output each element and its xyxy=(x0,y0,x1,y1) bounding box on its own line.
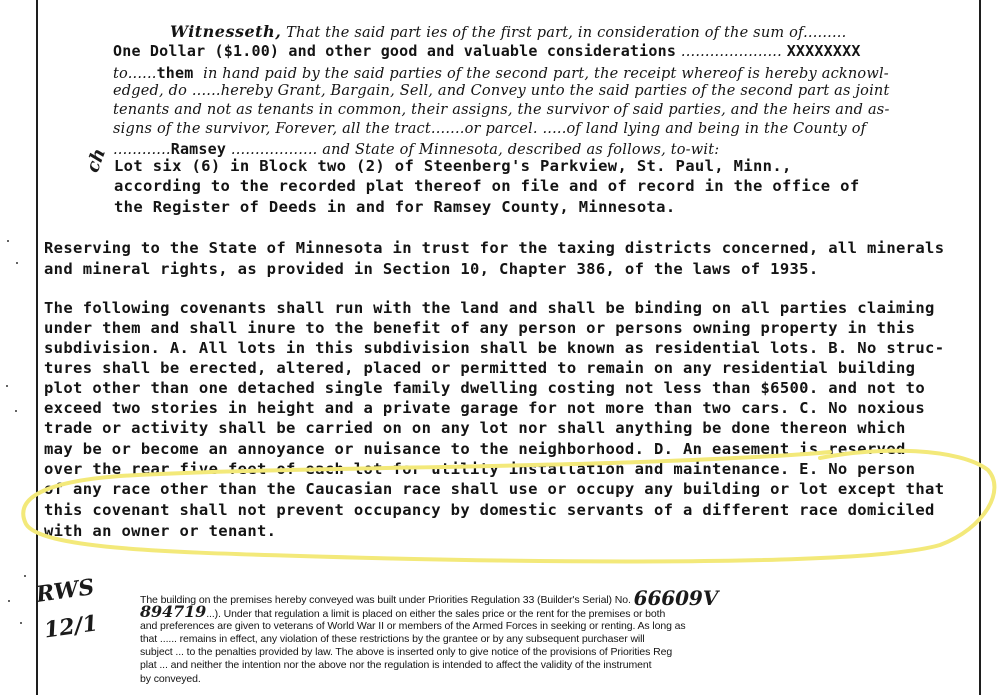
notice-line-7: by conveyed. xyxy=(140,673,201,685)
covenant-line-5: plot other than one detached single family dwelling costing not less than $6500. and not to xyxy=(44,379,926,397)
margin-handwritten-mark: ch xyxy=(82,145,111,176)
reservation-line-2: and mineral rights, as provided in Section 10, Chapter 386, of the laws of 1935. xyxy=(44,260,819,278)
legal-description-line-2: according to the recorded plat thereof on file and of record in the office of xyxy=(114,177,860,195)
handwritten-initials-bottom: 12/1 xyxy=(42,610,100,644)
witnesseth-line-7: ............Ramsey .................. and State of Minnesota, described as follows, to-wit: xyxy=(113,140,720,158)
handwritten-serial-code: 894719 xyxy=(140,602,207,621)
covenant-line-7: trade or activity shall be carried on on any lot nor shall anything be done thereon which xyxy=(44,419,906,437)
covenant-line-8: may be or become an annoyance or nuisance to the neighborhood. D. An easement is reserved xyxy=(44,440,906,458)
witnesseth-word: Witnesseth, xyxy=(170,22,282,41)
covenant-line-12: with an owner or tenant. xyxy=(44,522,277,540)
notice-line-4: that ...... remains in effect, any violation of these restrictions by the grantee or by any subsequent purchaser will xyxy=(140,633,645,645)
notice-line-2: 894719...). Under that regulation a limit is placed on either the sales price or the rent for the premises or both xyxy=(140,602,666,621)
covenant-line-9: over the rear five feet of each lot for utility installation and maintenance. E. No person xyxy=(44,460,916,478)
notice-line-5: subject ... to the penalties provided by law. The above is inserted only to give notice of the provisions of Priorities Reg xyxy=(140,646,673,658)
handwritten-initials-top: RWS xyxy=(34,574,96,608)
covenant-line-3: subdivision. A. All lots in this subdivision shall be known as residential lots. B. No struc- xyxy=(44,339,945,357)
notice-line-6: plat ... and neither the intention nor the above nor the regulation is intended to affect the validity of the instrument xyxy=(140,659,652,671)
notice-line-1: The building on the premises hereby conveyed was built under Priorities Regulation 33 (Builder's Serial) No. 66609V xyxy=(140,586,719,610)
witnesseth-line-6: signs of the survivor, Forever, all the tract.......or parcel. .....of land lying and being in the County of xyxy=(113,121,867,137)
covenant-line-2: under them and shall inure to the benefit of any person or persons owning property in this xyxy=(44,319,916,337)
witnesseth-line-3: to......them in hand paid by the said parties of the second part, the receipt whereof is hereby acknowl- xyxy=(113,64,889,82)
covenant-line-6: exceed two stories in height and a private garage for not more than two cars. C. No noxious xyxy=(44,399,926,417)
reservation-line-1: Reserving to the State of Minnesota in trust for the taxing districts concerned, all minerals xyxy=(44,239,945,257)
covenant-line-4: tures shall be erected, altered, placed or permitted to remain on any residential building xyxy=(44,359,916,377)
witnesseth-line-5: tenants and not as tenants in common, their assigns, the survivor of said parties, and the heirs and as- xyxy=(113,102,890,118)
handwritten-serial-number: 66609V xyxy=(633,586,719,610)
witnesseth-line-4: edged, do ......hereby Grant, Bargain, Sell, and Convey unto the said parties of the second part as joint xyxy=(113,83,890,99)
witnesseth-line-2: One Dollar ($1.00) and other good and valuable considerations ..................... XXXXXXXX xyxy=(113,42,861,60)
legal-description-line-1: Lot six (6) in Block two (2) of Steenberg's Parkview, St. Paul, Minn., xyxy=(114,157,792,175)
covenant-line-1: The following covenants shall run with the land and shall be binding on all parties claiming xyxy=(44,299,935,317)
notice-line-3: and preferences are given to veterans of World War II or members of the Armed Forces in seeking or renting. As long as xyxy=(140,620,686,632)
covenant-line-11: this covenant shall not prevent occupancy by domestic servants of a different race domiciled xyxy=(44,501,935,519)
witnesseth-line-1: Witnesseth, That the said part ies of the first part, in consideration of the sum of......... xyxy=(170,22,847,41)
covenant-line-10: of any race other than the Caucasian race shall use or occupy any building or lot except that xyxy=(44,480,945,498)
legal-description-line-3: the Register of Deeds in and for Ramsey County, Minnesota. xyxy=(114,198,676,216)
